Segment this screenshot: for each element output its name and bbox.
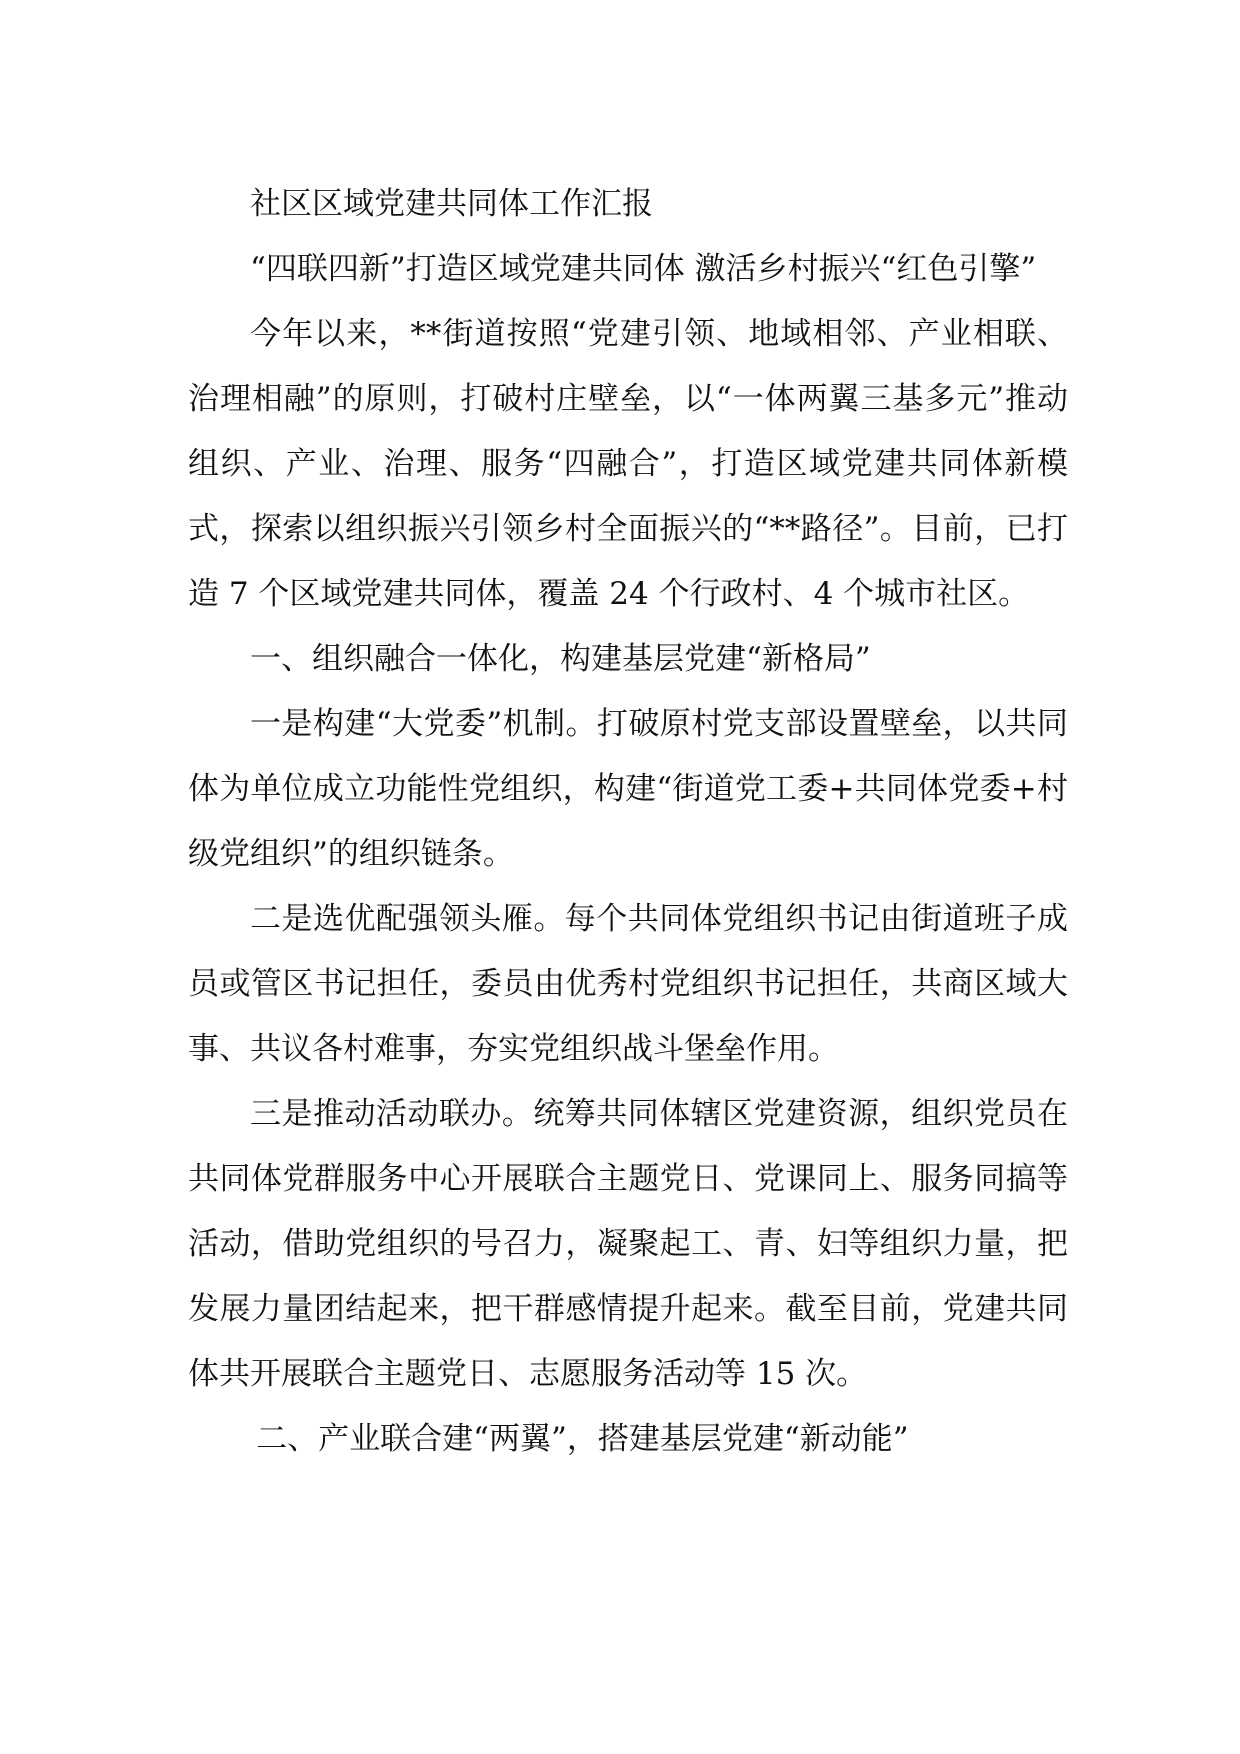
intro-paragraph: 今年以来，**街道按照“党建引领、地域相邻、产业相联、治理相融”的原则，打破村庄壁垒，以“一体两翼三基多元”推动组织、产业、治理、服务“四融合”，打造区域党建共同体新模式，探索以组织振兴引领乡村全面振兴的“**路径”。目前，已打造 7 个区域党建共同体，覆盖 24 个行政村、4 个城市社区。 bbox=[188, 316, 1068, 612]
section-1-heading: 一、组织融合一体化，构建基层党建“新格局” bbox=[250, 641, 871, 677]
section-1-item-1: 一是构建“大党委”机制。打破原村党支部设置壁垒，以共同体为单位成立功能性党组织，构建“街道党工委+共同体党委+村级党组织”的组织链条。 bbox=[188, 706, 1068, 872]
document-title: 社区区域党建共同体工作汇报 bbox=[250, 186, 653, 222]
document-body bbox=[188, 172, 1068, 1472]
document-subtitle: “四联四新”打造区域党建共同体 激活乡村振兴“红色引擎” bbox=[250, 251, 1037, 287]
section-2-heading: 二、产业联合建“两翼”，搭建基层党建“新动能” bbox=[256, 1421, 909, 1457]
section-1-item-3: 三是推动活动联办。统筹共同体辖区党建资源，组织党员在共同体党群服务中心开展联合主题党日、党课同上、服务同搞等活动，借助党组织的号召力，凝聚起工、青、妇等组织力量，把发展力量团结起来，把干群感情提升起来。截至目前，党建共同体共开展联合主题党日、志愿服务活动等 15 次。 bbox=[188, 1096, 1068, 1392]
section-1-item-2: 二是选优配强领头雁。每个共同体党组织书记由街道班子成员或管区书记担任，委员由优秀村党组织书记担任，共商区域大事、共议各村难事，夯实党组织战斗堡垒作用。 bbox=[188, 901, 1068, 1067]
